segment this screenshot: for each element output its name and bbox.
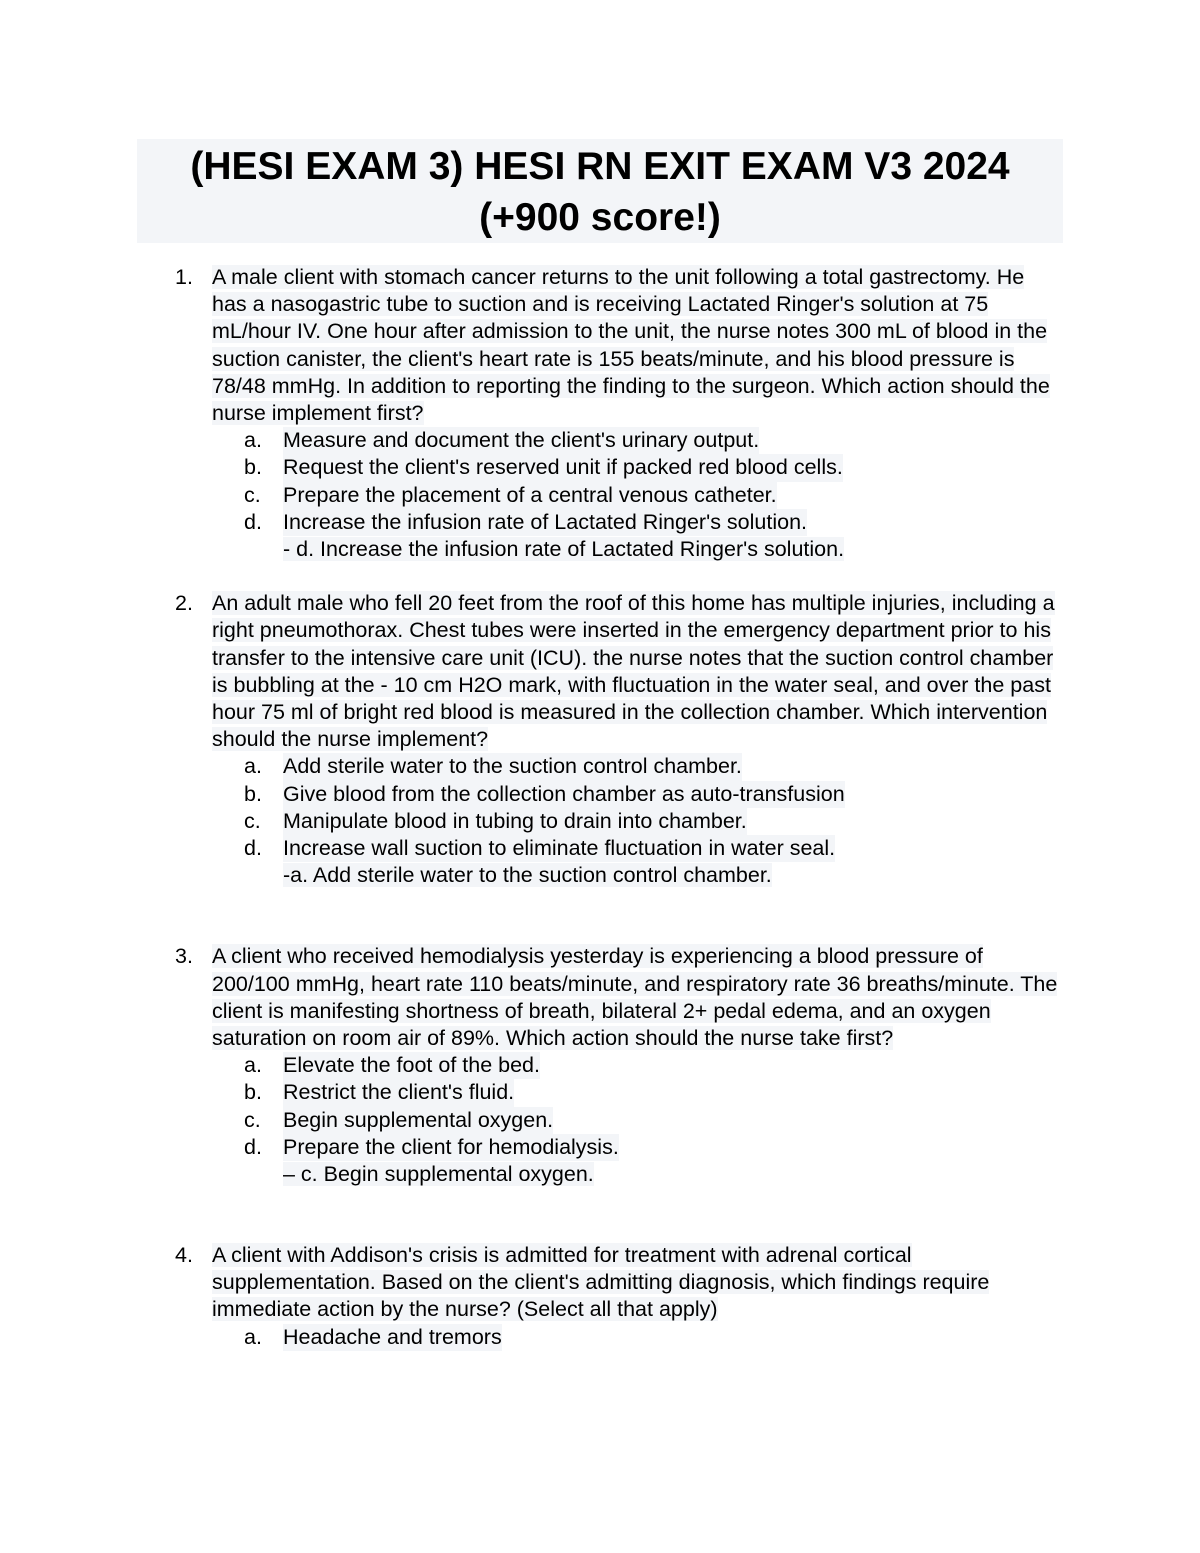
- option-letter: a.: [244, 428, 262, 453]
- answer-text: - d. Increase the infusion rate of Lactated Ringer's solution.: [283, 536, 845, 561]
- option-list: [0, 1324, 1200, 1351]
- question-1: [0, 264, 1200, 563]
- option-letter: d.: [244, 509, 262, 534]
- option-list: [0, 753, 1200, 862]
- option-letter: d.: [244, 835, 262, 860]
- document-title: [137, 139, 1063, 243]
- option-c: [0, 482, 1200, 509]
- option-text: Measure and document the client's urinary output.: [283, 427, 759, 454]
- question-number: 1.: [175, 265, 193, 289]
- option-list: [0, 427, 1200, 536]
- question-text-wrap: [212, 590, 1062, 753]
- option-letter: b.: [244, 455, 262, 480]
- option-d: [0, 509, 1200, 536]
- question-text-wrap: [212, 943, 1062, 1052]
- spacer: [0, 563, 1200, 590]
- question-4: [0, 1242, 1200, 1351]
- question-3: [0, 943, 1200, 1188]
- option-c: [0, 1107, 1200, 1134]
- question-text: An adult male who fell 20 feet from the roof of this home has multiple injuries, including a right pneumothorax. Chest tubes were inserted in the emergency department prior to his transfer to the intensive care unit (ICU). the nurse notes that the suction control chamber is bubbling at the - 10 cm H2O mark, with fluctuation in the water seal, and over the past hour 75 ml of bright red blood is measured in the collection chamber. Which intervention should the nurse implement?: [212, 591, 1055, 752]
- question-text: A client who received hemodialysis yesterday is experiencing a blood pressure of 200/100 mmHg, heart rate 110 beats/minute, and respiratory rate 36 breaths/minute. The client is manifesting shortness of breath, bilateral 2+ pedal edema, and an oxygen saturation on room air of 89%. Which action should the nurse take first?: [212, 944, 1058, 1050]
- spacer: [0, 1188, 1200, 1242]
- title-line-2: (+900 score!): [479, 196, 721, 239]
- question-text: A male client with stomach cancer returns to the unit following a total gastrectomy. He has a nasogastric tube to suction and is receiving Lactated Ringer's solution at 75 mL/hour IV. One hour after admission to the unit, the nurse notes 300 mL of blood in the suction canister, the client's heart rate is 155 beats/minute, and his blood pressure is 78/48 mmHg. In addition to reporting the finding to the surgeon. Which action should the nurse implement first?: [212, 265, 1050, 426]
- answer-text: – c. Begin supplemental oxygen.: [283, 1161, 594, 1186]
- option-list: [0, 1052, 1200, 1161]
- option-d: [0, 835, 1200, 862]
- spacer: [0, 889, 1200, 943]
- option-c: [0, 808, 1200, 835]
- option-a: [0, 753, 1200, 780]
- option-text: Increase wall suction to eliminate fluctuation in water seal.: [283, 835, 835, 862]
- title-line-1: (HESI EXAM 3) HESI RN EXIT EXAM V3 2024: [190, 145, 1010, 188]
- question-text-wrap: [212, 264, 1062, 427]
- option-letter: c.: [244, 1107, 261, 1132]
- question-number: 3.: [175, 944, 193, 969]
- answer-line: [283, 1161, 1200, 1188]
- option-b: [0, 781, 1200, 808]
- option-d: [0, 1134, 1200, 1161]
- option-a: [0, 1052, 1200, 1079]
- option-letter: a.: [244, 1053, 262, 1078]
- question-number: 2.: [175, 591, 193, 616]
- option-text: Restrict the client's fluid.: [283, 1079, 514, 1106]
- answer-line: [283, 862, 1200, 889]
- question-number: 4.: [175, 1243, 193, 1268]
- answer-text: -a. Add sterile water to the suction control chamber.: [283, 863, 772, 888]
- option-text: Begin supplemental oxygen.: [283, 1107, 553, 1134]
- option-letter: c.: [244, 808, 261, 833]
- question-text-wrap: [212, 1242, 1062, 1324]
- option-text: Add sterile water to the suction control chamber.: [283, 753, 742, 780]
- question-list: [0, 264, 1200, 1351]
- option-text: Give blood from the collection chamber as auto-transfusion: [283, 781, 845, 808]
- option-text: Headache and tremors: [283, 1324, 502, 1351]
- question-2: [0, 590, 1200, 889]
- option-text: Prepare the placement of a central venous catheter.: [283, 482, 777, 509]
- option-text: Request the client's reserved unit if packed red blood cells.: [283, 454, 843, 481]
- option-letter: a.: [244, 754, 262, 779]
- option-letter: b.: [244, 1080, 262, 1105]
- option-a: [0, 1324, 1200, 1351]
- option-text: Prepare the client for hemodialysis.: [283, 1134, 619, 1161]
- option-b: [0, 454, 1200, 481]
- option-text: Elevate the foot of the bed.: [283, 1052, 540, 1079]
- option-letter: c.: [244, 482, 261, 507]
- option-text: Increase the infusion rate of Lactated Ringer's solution.: [283, 509, 807, 536]
- option-letter: a.: [244, 1324, 262, 1349]
- option-letter: b.: [244, 781, 262, 806]
- option-text: Manipulate blood in tubing to drain into chamber.: [283, 808, 747, 835]
- option-letter: d.: [244, 1134, 262, 1159]
- option-a: [0, 427, 1200, 454]
- question-text: A client with Addison's crisis is admitted for treatment with adrenal cortical supplementation. Based on the client's admitting diagnosis, which findings require immediate action by the nurse? (Select all that apply): [212, 1243, 990, 1322]
- option-b: [0, 1079, 1200, 1106]
- answer-line: [283, 536, 1200, 563]
